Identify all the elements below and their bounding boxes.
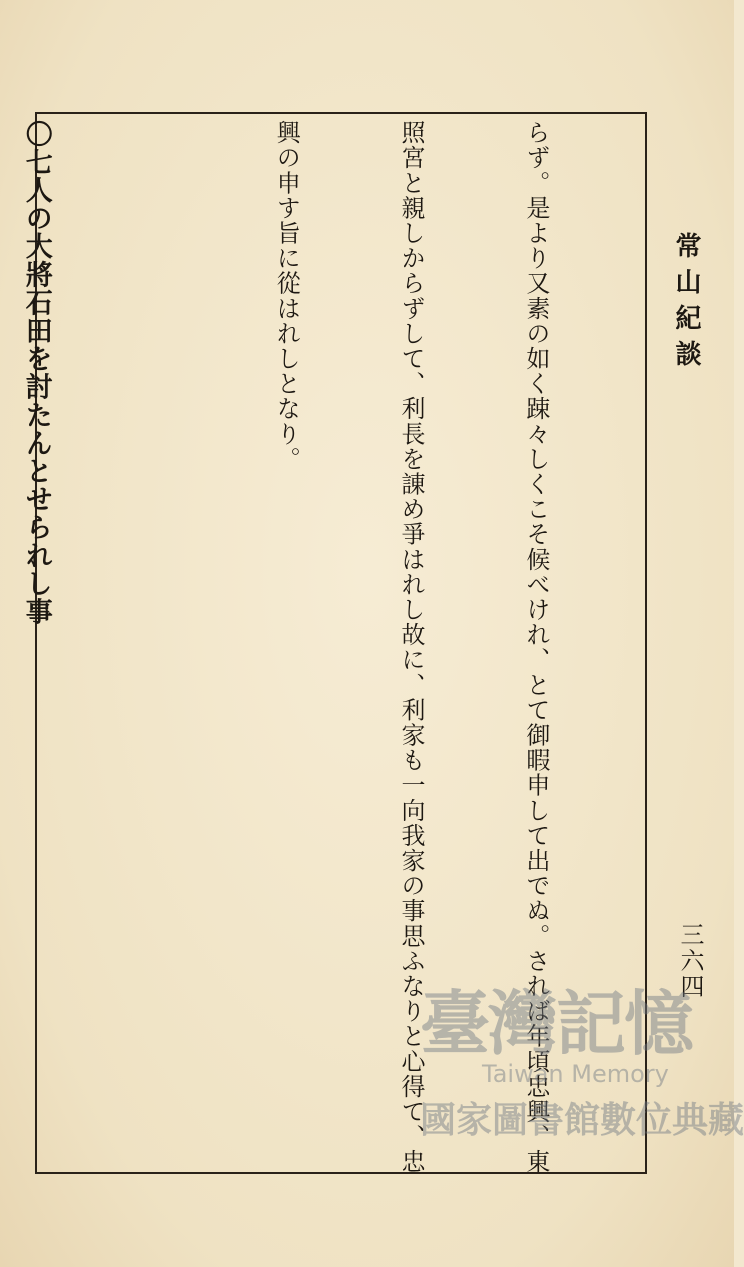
text-line: 興の申す旨に從はれしとなり。 bbox=[272, 120, 301, 472]
library-watermark bbox=[420, 968, 744, 1158]
section-heading: 〇七人の大將石田を討たんとせられし事 bbox=[20, 120, 52, 626]
watermark-english: Taiwan Memory bbox=[482, 1060, 669, 1088]
page-number: 三六四 bbox=[676, 922, 704, 1000]
text-line: らず。是より又素の如く踈々しくこそ候べけれ、とて御暇申して出でぬ。されば年頃忠興、東 bbox=[521, 120, 550, 1175]
text-line: 照宮と親しからずして、利長を諌め爭はれし故に、利家も一向我家の事思ふなりと心得て、忠 bbox=[397, 120, 426, 1175]
watermark-subtitle: 國家圖書館數位典藏 bbox=[420, 1099, 744, 1141]
running-head-title: 常山紀談 bbox=[671, 232, 701, 376]
watermark-chars: 臺灣記憶 bbox=[420, 982, 692, 1065]
blank-line bbox=[140, 120, 182, 1168]
